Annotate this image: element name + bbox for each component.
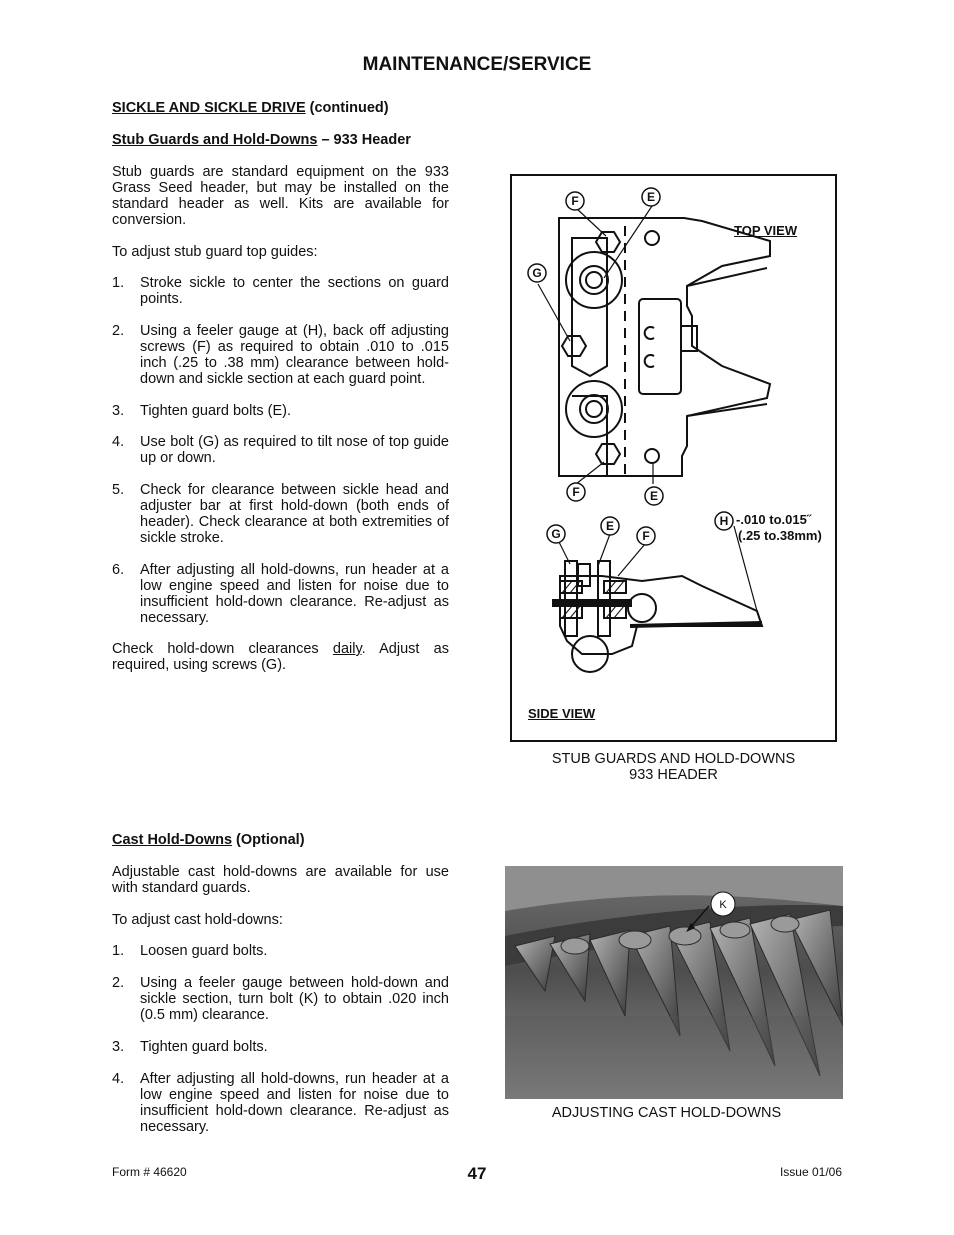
issue-date: Issue 01/06 (779, 1165, 842, 1179)
step-text: Stroke sickle to center the sections on guard points. (140, 275, 449, 307)
step-number: 6. (112, 562, 125, 578)
step-number: 4. (112, 434, 125, 450)
procedure-lead: To adjust stub guard top guides: (112, 244, 318, 260)
check-paragraph (112, 641, 449, 673)
step-number: 1. (112, 275, 125, 291)
step-number: 2. (112, 975, 125, 991)
callout-e-top: E (646, 190, 655, 204)
clearance-dimension-mm: (.25 to.38mm) (738, 528, 822, 543)
step-text: Loosen guard bolts. (140, 943, 268, 959)
step-item (112, 275, 449, 307)
side-view-label: SIDE VIEW (528, 706, 596, 721)
cast-hold-downs-photo (505, 866, 843, 1099)
callout-g-side: G (551, 527, 561, 541)
figure-caption-1 (510, 751, 837, 783)
step-text: After adjusting all hold-downs, run header at a low engine speed and listen for noise due to insufficient hold-down clearance. Re-adjust as necessary. (140, 1071, 449, 1135)
cast-intro-paragraph: Adjustable cast hold-downs are available for use with standard guards. (112, 864, 449, 896)
figure-caption-1-line1: STUB GUARDS AND HOLD-DOWNS (551, 751, 796, 767)
check-text-post: . Adjust as required, using screws (G). (112, 641, 449, 673)
cast-step-item (112, 1071, 449, 1135)
figure-caption-2: ADJUSTING CAST HOLD-DOWNS (551, 1105, 782, 1121)
intro-paragraph: Stub guards are standard equipment on the 933 Grass Seed header, but may be installed on the standard header as well. Kits are available for conversion. (112, 164, 449, 228)
subsection-heading (112, 132, 411, 148)
step-number: 1. (112, 943, 125, 959)
step-item (112, 482, 449, 546)
section-heading-underlined: SICKLE AND SICKLE DRIVE (112, 100, 306, 116)
subsection-heading-rest: – 933 Header (317, 132, 411, 148)
step-number: 3. (112, 1039, 125, 1055)
callout-f-bottom: F (572, 485, 580, 499)
step-item (112, 323, 449, 387)
step-number: 4. (112, 1071, 125, 1087)
callout-k: K (719, 899, 727, 911)
callout-g-top: G (532, 266, 542, 280)
cast-hold-downs-photo-art (505, 866, 843, 1099)
callout-f-side: F (642, 529, 650, 543)
cast-heading-rest: (Optional) (232, 832, 305, 848)
clearance-dimension-inch: -.010 to.015˝ (736, 512, 812, 527)
step-text: Tighten guard bolts. (140, 1039, 268, 1055)
callout-e-side: E (605, 519, 614, 533)
cast-procedure-lead: To adjust cast hold-downs: (112, 912, 283, 928)
figure-caption-1-line2: 933 HEADER (629, 767, 718, 783)
step-text: Using a feeler gauge at (H), back off adjusting screws (F) as required to obtain .010 to .015 inch (.25 to .38 mm) clearance between hold-down and sickle section at each guard point. (140, 323, 449, 387)
step-text: Using a feeler gauge between hold-down and sickle section, turn bolt (K) to obtain .020 inch (0.5 mm) clearance. (140, 975, 449, 1023)
top-view-label: TOP VIEW (734, 223, 798, 238)
check-text-daily: daily (332, 641, 362, 657)
section-heading (112, 100, 389, 116)
step-text: After adjusting all hold-downs, run header at a low engine speed and listen for noise due to insufficient hold-down clearance. Re-adjust as necessary. (140, 562, 449, 626)
check-text-pre: Check hold-down clearances (112, 641, 333, 657)
stub-guard-diagram (510, 174, 837, 742)
sickle-bar-shape (552, 599, 632, 607)
step-number: 5. (112, 482, 125, 498)
step-text: Use bolt (G) as required to tilt nose of top guide up or down. (140, 434, 449, 466)
step-item (112, 562, 449, 626)
step-text: Check for clearance between sickle head and adjuster bar at first hold-down (both ends of header). Check clearance at both extremities of sickle stroke. (140, 482, 449, 546)
cast-step-item (112, 1039, 449, 1055)
cast-heading-underlined: Cast Hold-Downs (112, 832, 233, 848)
step-number: 3. (112, 403, 125, 419)
step-text: Tighten guard bolts (E). (140, 403, 291, 419)
form-number: Form # 46620 (112, 1165, 187, 1179)
callout-h-side: H (719, 514, 729, 528)
callout-f-top: F (571, 194, 579, 208)
subsection-heading-underlined: Stub Guards and Hold-Downs (112, 132, 318, 148)
page-title: MAINTENANCE/SERVICE (362, 54, 592, 75)
stub-guard-drawing (512, 176, 835, 740)
page-number: 47 (467, 1164, 487, 1183)
cast-step-item (112, 943, 449, 959)
section-heading-rest: (continued) (305, 100, 389, 116)
step-number: 2. (112, 323, 125, 339)
cast-step-item (112, 975, 449, 1023)
callout-e-bottom: E (649, 489, 658, 503)
step-item (112, 434, 449, 466)
cast-hold-downs-heading (112, 832, 305, 848)
step-item (112, 403, 449, 419)
